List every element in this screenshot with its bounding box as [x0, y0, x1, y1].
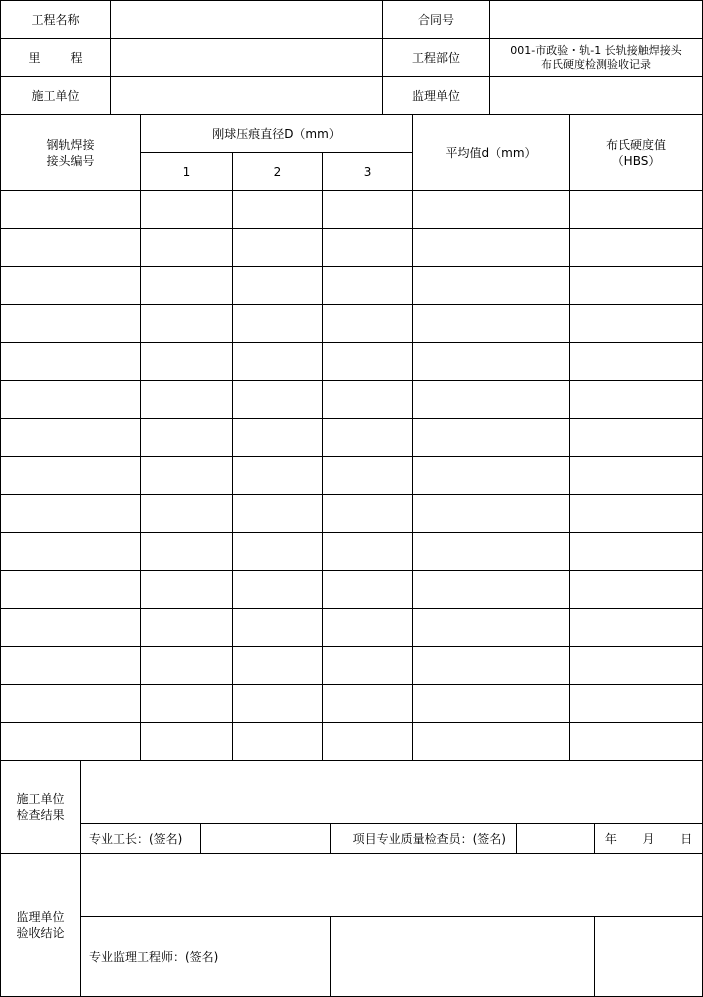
construction-sign-row [1, 824, 703, 854]
table-row [1, 381, 703, 419]
supervision-unit-value[interactable] [490, 77, 703, 115]
diameter-1-cell[interactable] [141, 191, 233, 229]
diameter-1-cell[interactable] [141, 343, 233, 381]
diameter-3-cell[interactable] [323, 533, 413, 571]
joint-no-cell[interactable] [1, 229, 141, 267]
construction-unit-label: 施工单位 [1, 77, 111, 115]
hardness-cell[interactable] [570, 457, 703, 495]
project-part-value-line1: 001-市政验・轨-1 长轨接触焊接头 [510, 43, 682, 57]
construction-check-label [1, 761, 81, 854]
joint-no-cell[interactable] [1, 495, 141, 533]
table-row [1, 571, 703, 609]
table-row [1, 533, 703, 571]
joint-no-cell[interactable] [1, 647, 141, 685]
supervision-unit-label: 监理单位 [383, 77, 490, 115]
hardness-cell[interactable] [570, 305, 703, 343]
hardness-cell[interactable] [570, 609, 703, 647]
project-name-label: 工程名称 [1, 1, 111, 39]
diameter-1-cell[interactable] [141, 267, 233, 305]
diameter-1-cell[interactable] [141, 609, 233, 647]
construction-check-label-line2: 检查结果 [16, 808, 65, 822]
diameter-2-cell[interactable] [233, 267, 323, 305]
table-row [1, 229, 703, 267]
average-cell[interactable] [413, 457, 570, 495]
diameter-1-cell[interactable] [141, 647, 233, 685]
diameter-3-cell[interactable] [323, 609, 413, 647]
construction-date-month: 月 [642, 832, 655, 846]
qc-inspector-sign[interactable] [517, 824, 595, 854]
joint-no-cell[interactable] [1, 267, 141, 305]
diameter-2-cell[interactable] [233, 533, 323, 571]
diameter-3-cell[interactable] [323, 495, 413, 533]
construction-unit-value[interactable] [111, 77, 383, 115]
diameter-2-cell[interactable] [233, 457, 323, 495]
hardness-cell[interactable] [570, 229, 703, 267]
mileage-label-b: 程 [70, 51, 83, 65]
hardness-cell[interactable] [570, 381, 703, 419]
supervision-sign-row [1, 917, 703, 997]
hardness-cell[interactable] [570, 419, 703, 457]
contract-no-value[interactable] [490, 1, 703, 39]
diameter-3-cell[interactable] [323, 229, 413, 267]
diameter-3-cell[interactable] [323, 343, 413, 381]
construction-check-content[interactable] [81, 761, 703, 824]
supervision-accept-row [1, 854, 703, 917]
diameter-3-cell[interactable] [323, 571, 413, 609]
project-info-table [0, 0, 703, 115]
project-part-value-line2: 布氏硬度检测验收记录 [541, 57, 651, 71]
construction-date-day: 日 [680, 832, 693, 846]
diameter-2-cell[interactable] [233, 723, 323, 761]
supervisor-label: 专业监理工程师：(签名) [81, 917, 331, 997]
joint-no-cell[interactable] [1, 723, 141, 761]
average-cell[interactable] [413, 419, 570, 457]
table-row [1, 305, 703, 343]
diameter-2-cell[interactable] [233, 381, 323, 419]
hardness-cell[interactable] [570, 647, 703, 685]
average-cell[interactable] [413, 533, 570, 571]
joint-no-cell[interactable] [1, 343, 141, 381]
construction-check-row [1, 761, 703, 824]
diameter-3-cell[interactable] [323, 723, 413, 761]
table-row [1, 419, 703, 457]
diameter-3-cell[interactable] [323, 419, 413, 457]
measurement-header-row-1 [1, 115, 703, 153]
diameter-2-cell[interactable] [233, 305, 323, 343]
hardness-cell[interactable] [570, 533, 703, 571]
table-row [1, 343, 703, 381]
joint-no-cell[interactable] [1, 571, 141, 609]
mileage-row [1, 39, 703, 77]
foreman-sign[interactable] [201, 824, 331, 854]
measurement-table [0, 114, 703, 761]
supervision-accept-label-line2: 验收结论 [16, 926, 65, 940]
joint-no-header-line2: 接头编号 [46, 153, 95, 168]
joint-no-cell[interactable] [1, 419, 141, 457]
joint-no-cell[interactable] [1, 191, 141, 229]
supervision-accept-content[interactable] [81, 854, 703, 917]
diameter-1-cell[interactable] [141, 305, 233, 343]
joint-no-header [1, 115, 141, 191]
diameter-2-cell[interactable] [233, 191, 323, 229]
construction-date[interactable] [595, 824, 703, 854]
table-row [1, 723, 703, 761]
diameter-1-cell[interactable] [141, 495, 233, 533]
hardness-cell[interactable] [570, 191, 703, 229]
mileage-label-a: 里 [28, 51, 41, 65]
average-cell[interactable] [413, 229, 570, 267]
diameter-1-cell[interactable] [141, 571, 233, 609]
average-cell[interactable] [413, 495, 570, 533]
joint-no-cell[interactable] [1, 457, 141, 495]
average-cell[interactable] [413, 571, 570, 609]
table-row [1, 685, 703, 723]
diameter-3-cell[interactable] [323, 305, 413, 343]
diameter-3-cell[interactable] [323, 191, 413, 229]
diameter-1-cell[interactable] [141, 723, 233, 761]
hardness-header-line1: 布氏硬度值 [606, 137, 667, 152]
qc-inspector-label: 项目专业质量检查员：(签名) [331, 824, 517, 854]
average-cell[interactable] [413, 609, 570, 647]
table-row [1, 457, 703, 495]
diameter-col-1: 1 [141, 153, 233, 191]
average-cell[interactable] [413, 191, 570, 229]
construction-check-label-line1: 施工单位 [16, 792, 65, 806]
diameter-header: 刚球压痕直径D（mm） [141, 115, 413, 153]
average-cell[interactable] [413, 647, 570, 685]
hardness-cell[interactable] [570, 495, 703, 533]
joint-no-cell[interactable] [1, 305, 141, 343]
table-row [1, 609, 703, 647]
diameter-col-2: 2 [233, 153, 323, 191]
diameter-3-cell[interactable] [323, 267, 413, 305]
diameter-3-cell[interactable] [323, 381, 413, 419]
average-cell[interactable] [413, 723, 570, 761]
diameter-1-cell[interactable] [141, 381, 233, 419]
diameter-1-cell[interactable] [141, 419, 233, 457]
diameter-3-cell[interactable] [323, 457, 413, 495]
diameter-1-cell[interactable] [141, 457, 233, 495]
construction-date-year: 年 [604, 832, 617, 846]
diameter-1-cell[interactable] [141, 685, 233, 723]
units-row [1, 77, 703, 115]
diameter-2-cell[interactable] [233, 229, 323, 267]
diameter-1-cell[interactable] [141, 533, 233, 571]
average-cell[interactable] [413, 267, 570, 305]
diameter-2-cell[interactable] [233, 571, 323, 609]
project-part-value [490, 39, 703, 77]
joint-no-cell[interactable] [1, 381, 141, 419]
hardness-cell[interactable] [570, 571, 703, 609]
hardness-cell[interactable] [570, 267, 703, 305]
average-cell[interactable] [413, 343, 570, 381]
diameter-2-cell[interactable] [233, 647, 323, 685]
mileage-label [1, 39, 111, 77]
diameter-2-cell[interactable] [233, 609, 323, 647]
signoff-table [0, 760, 703, 997]
project-name-value[interactable] [111, 1, 383, 39]
mileage-value[interactable] [111, 39, 383, 77]
hardness-cell[interactable] [570, 343, 703, 381]
diameter-3-cell[interactable] [323, 647, 413, 685]
foreman-label: 专业工长：(签名) [81, 824, 201, 854]
average-cell[interactable] [413, 685, 570, 723]
joint-no-header-line1: 钢轨焊接 [46, 137, 95, 152]
average-cell[interactable] [413, 305, 570, 343]
project-part-label: 工程部位 [383, 39, 490, 77]
diameter-2-cell[interactable] [233, 419, 323, 457]
supervision-accept-label-line1: 监理单位 [16, 910, 65, 924]
project-name-row [1, 1, 703, 39]
diameter-3-cell[interactable] [323, 685, 413, 723]
diameter-2-cell[interactable] [233, 495, 323, 533]
table-row [1, 647, 703, 685]
diameter-col-3: 3 [323, 153, 413, 191]
supervisor-sign-spacer [595, 917, 703, 997]
diameter-1-cell[interactable] [141, 229, 233, 267]
supervisor-sign[interactable] [331, 917, 595, 997]
diameter-2-cell[interactable] [233, 343, 323, 381]
table-row [1, 191, 703, 229]
joint-no-cell[interactable] [1, 685, 141, 723]
hardness-cell[interactable] [570, 685, 703, 723]
contract-no-label: 合同号 [383, 1, 490, 39]
average-cell[interactable] [413, 381, 570, 419]
hardness-header-line2: （HBS） [611, 153, 661, 168]
table-row [1, 267, 703, 305]
supervision-accept-label [1, 854, 81, 997]
average-header: 平均值d（mm） [413, 115, 570, 191]
table-row [1, 495, 703, 533]
hardness-header [570, 115, 703, 191]
joint-no-cell[interactable] [1, 609, 141, 647]
hardness-cell[interactable] [570, 723, 703, 761]
joint-no-cell[interactable] [1, 533, 141, 571]
diameter-2-cell[interactable] [233, 685, 323, 723]
